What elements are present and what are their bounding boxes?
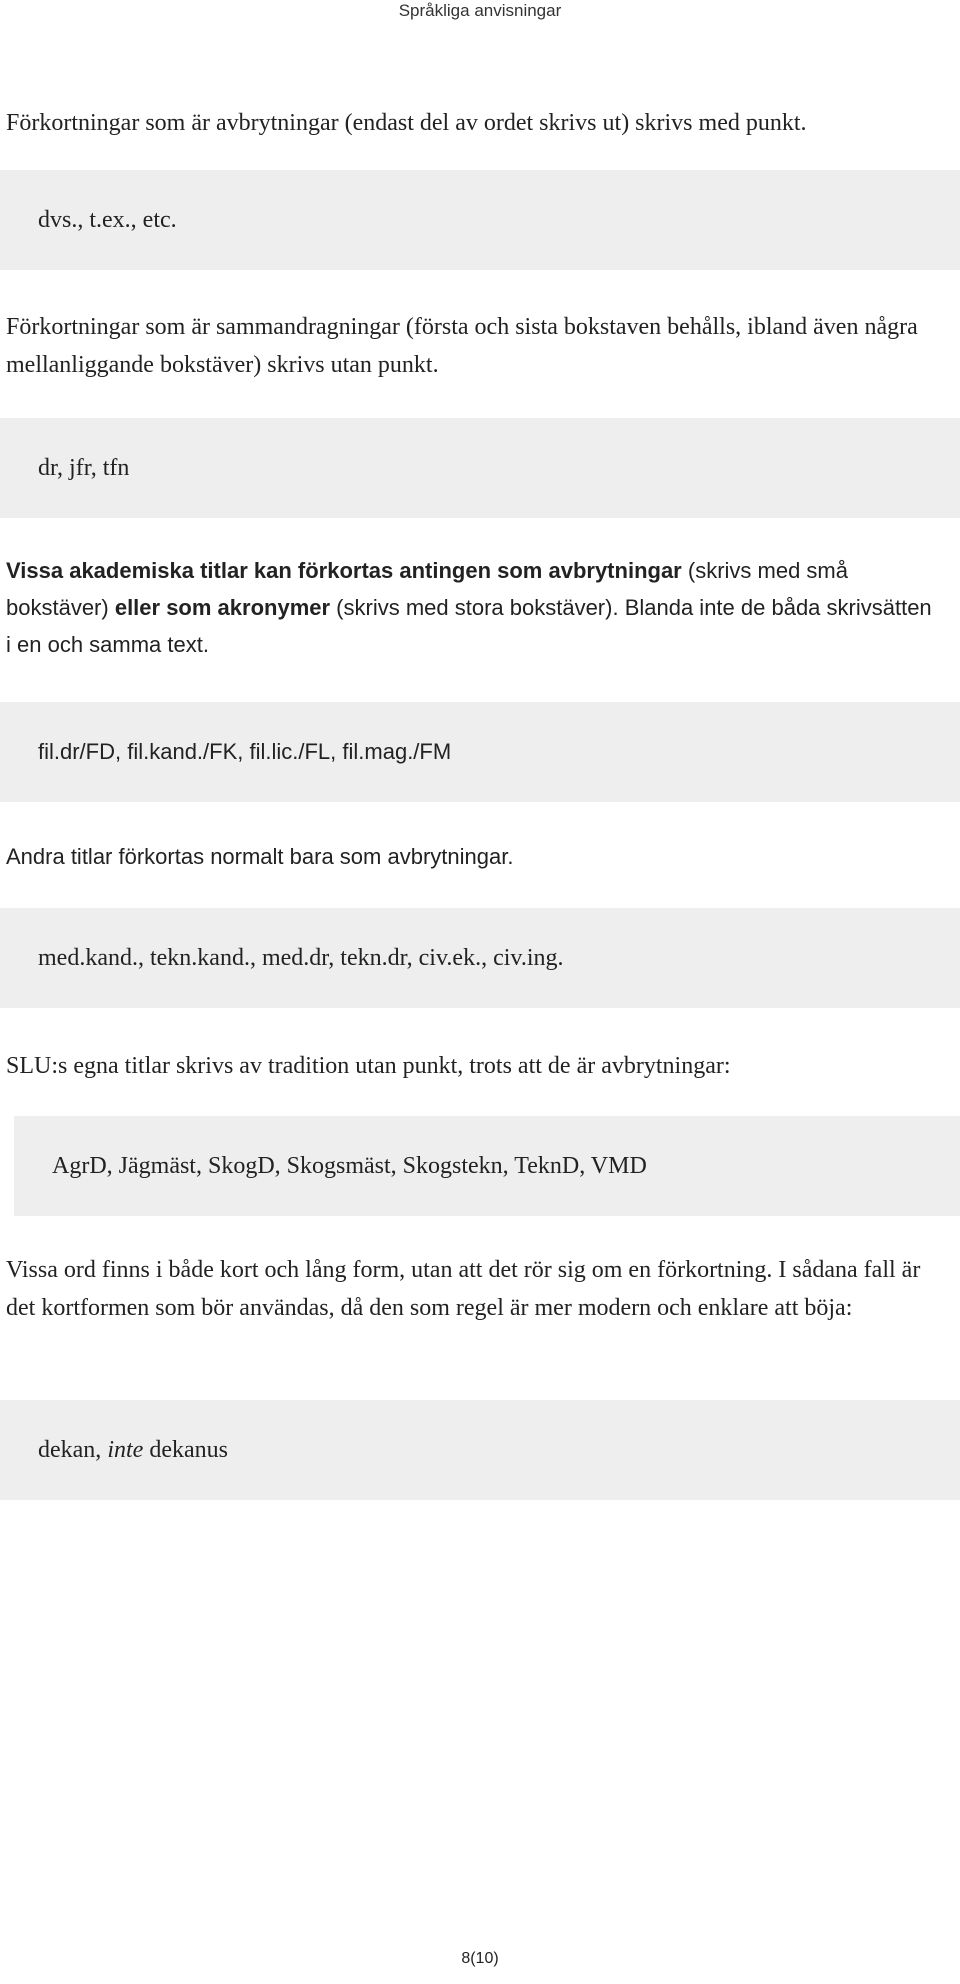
- example-box-academic-titles: [0, 702, 960, 802]
- example-text-part: dekan,: [38, 1436, 108, 1463]
- rule-short-form: Vissa ord finns i både kort och lång form, utan att det rör sig om en förkortning. I sådana fall är det kortformen som bör användas, då den som regel är mer modern och enklare att böja:: [6, 1257, 921, 1321]
- example-text: dvs., t.ex., etc.: [38, 206, 177, 233]
- rule-plain-part: (skrivs med stora bokstäver). Blanda inte de båda skrivsätten i en och samma text.: [6, 595, 932, 657]
- example-text: fil.dr/FD, fil.kand./FK, fil.lic./FL, fil.mag./FM: [38, 739, 452, 764]
- example-box-slu-titles: [14, 1116, 960, 1216]
- example-box-truncation: [0, 170, 960, 270]
- rule-academic-titles: [6, 552, 942, 663]
- example-text: med.kand., tekn.kand., med.dr, tekn.dr, civ.ek., civ.ing.: [38, 944, 564, 971]
- example-text: AgrD, Jägmäst, SkogD, Skogsmäst, Skogstekn, TeknD, VMD: [52, 1152, 647, 1179]
- rule-plain-part: (skrivs med små bokstäver): [6, 558, 848, 620]
- page-number: 8(10): [461, 1950, 499, 1967]
- example-text: dr, jfr, tfn: [38, 454, 130, 481]
- example-text: [38, 1437, 228, 1464]
- running-header: Språkliga anvisningar: [398, 1, 562, 20]
- rule-bold-part: eller som akronymer: [114, 595, 331, 620]
- example-box-short-form: [0, 1400, 960, 1500]
- example-box-contraction: [0, 418, 960, 518]
- example-italic-part: inte: [107, 1436, 144, 1463]
- rule-other-titles: Andra titlar förkortas normalt bara som avbrytningar.: [6, 844, 514, 869]
- rule-bold-part: Vissa akademiska titlar kan förkortas antingen som avbrytningar: [6, 558, 682, 583]
- example-box-other-titles: [0, 908, 960, 1008]
- example-text-part: dekanus: [143, 1436, 228, 1463]
- rule-abbreviation-truncation: Förkortningar som är avbrytningar (endast del av ordet skrivs ut) skrivs med punkt.: [6, 110, 807, 136]
- rule-abbreviation-contraction: Förkortningar som är sammandragningar (första och sista bokstaven behålls, ibland även några mellanliggande bokstäver) skrivs utan punkt.: [6, 314, 918, 378]
- rule-slu-titles: SLU:s egna titlar skrivs av tradition utan punkt, trots att de är avbrytningar:: [6, 1053, 731, 1079]
